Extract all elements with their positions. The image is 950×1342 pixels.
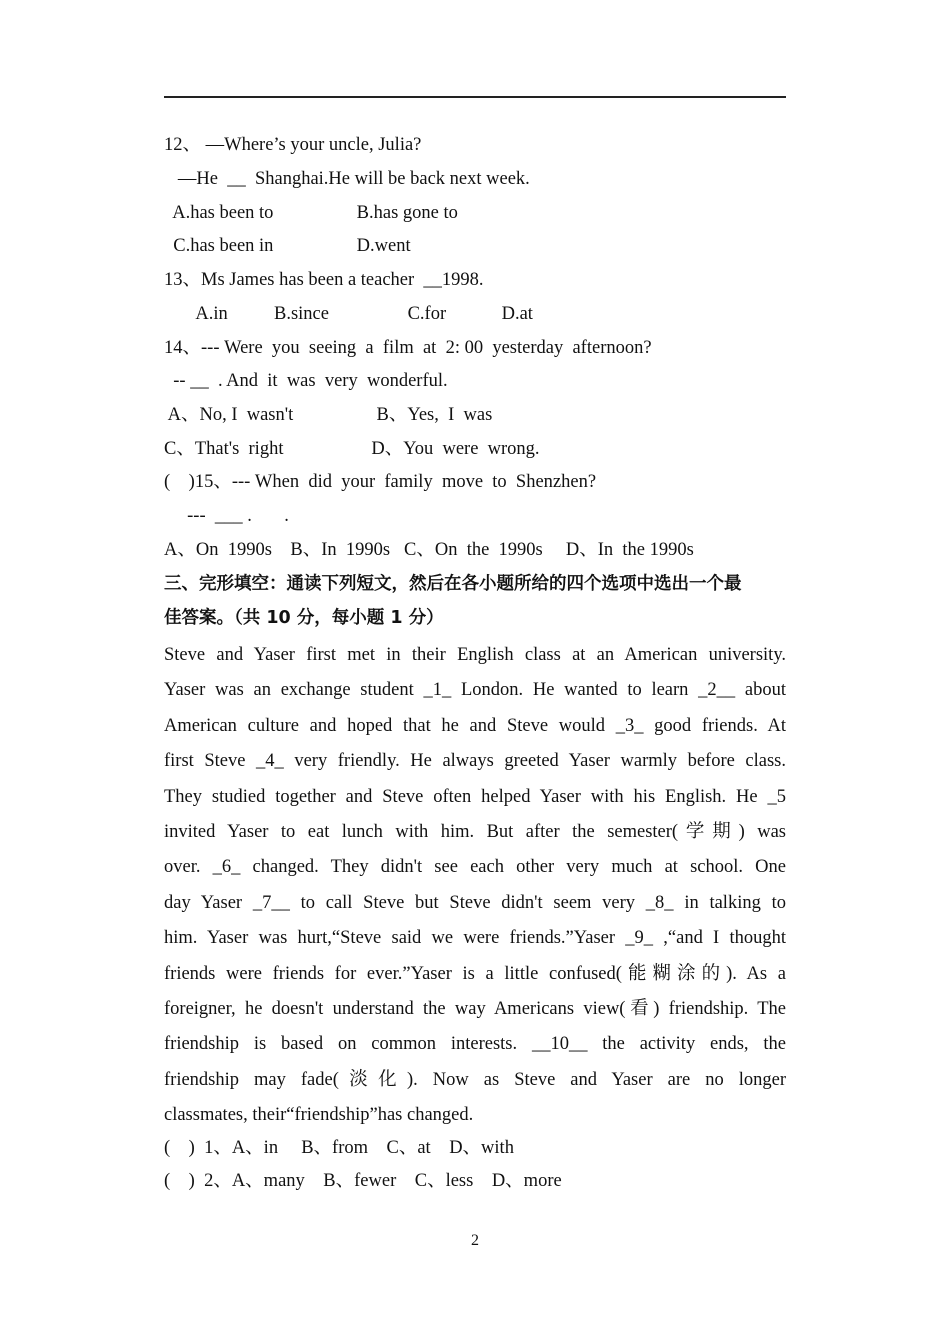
q14-options-cd: C、That's right D、You were wrong. (164, 439, 540, 459)
passage-line: Steve and Yaser first met in their English class at an American university. (164, 645, 786, 665)
q12-options-cd: C.has been in D.went (164, 236, 411, 256)
q12-answer-line: —He __ Shanghai.He will be back next week. (164, 169, 530, 189)
passage-line: foreigner, he doesn't understand the way Americans view(看) friendship. The (164, 998, 786, 1019)
cloze-passage (164, 638, 786, 1133)
passage-line: day Yaser _7__ to call Steve but Steve didn't seem very _8_ in talking to (164, 892, 786, 913)
passage-line: American culture and hoped that he and Steve would _3_ good friends. At (164, 715, 786, 736)
q15-stem: ( )15、--- When did your family move to Shenzhen? (164, 472, 597, 492)
passage-line: friendship is based on common interests. __10__ the activity ends, the (164, 1034, 786, 1055)
section-heading-line-1: 三、完形填空：通读下列短文，然后在各小题所给的四个选项中选出一个最 (164, 574, 742, 594)
page-number: 2 (471, 1232, 479, 1249)
passage-line: him. Yaser was hurt,“Steve said we were friends.”Yaser _9_ ,“and I thought (164, 928, 786, 949)
passage-line: They studied together and Steve often helped Yaser with his English. He _5 (164, 786, 786, 807)
q12-options-ab: A.has been to B.has gone to (164, 203, 458, 223)
q13-options: A.in B.since C.for D.at (164, 304, 533, 324)
passage-line: invited Yaser to eat lunch with him. But after the semester(学期) was (164, 821, 786, 842)
q14-stem: 14、--- Were you seeing a film at 2: 00 yesterday afternoon? (164, 338, 652, 358)
q14-answer-line: -- __ . And it was very wonderful. (164, 371, 448, 391)
cloze-option-2: ( ) 2、A、many B、fewer C、less D、more (164, 1171, 562, 1191)
passage-line: first Steve _4_ very friendly. He always greeted Yaser warmly before class. (164, 751, 786, 772)
cloze-option-1: ( ) 1、A、in B、from C、at D、with (164, 1138, 514, 1158)
passage-line: over. _6_ changed. They didn't see each other very much at school. One (164, 857, 786, 878)
passage-line: friends were friends for ever.”Yaser is a little confused(能糊涂的). As a (164, 963, 786, 984)
header-rule (164, 96, 786, 98)
q15-options: A、On 1990s B、In 1990s C、On the 1990s D、In the 1990s (164, 540, 694, 560)
q12-stem: 12、 —Where’s your uncle, Julia? (164, 135, 422, 155)
passage-line: classmates, their“friendship”has changed. (164, 1105, 474, 1126)
section-heading-line-2: 佳答案。（共 10 分，每小题 1 分） (164, 608, 444, 628)
q14-options-ab: A、No, I wasn't B、Yes, I was (164, 405, 493, 425)
q15-answer-line: --- ___ . . (164, 506, 289, 526)
passage-line: friendship may fade(淡化). Now as Steve and Yaser are no longer (164, 1069, 786, 1090)
q13-stem: 13、Ms James has been a teacher __1998. (164, 270, 484, 290)
passage-line: Yaser was an exchange student _1_ London. He wanted to learn _2__ about (164, 680, 786, 701)
